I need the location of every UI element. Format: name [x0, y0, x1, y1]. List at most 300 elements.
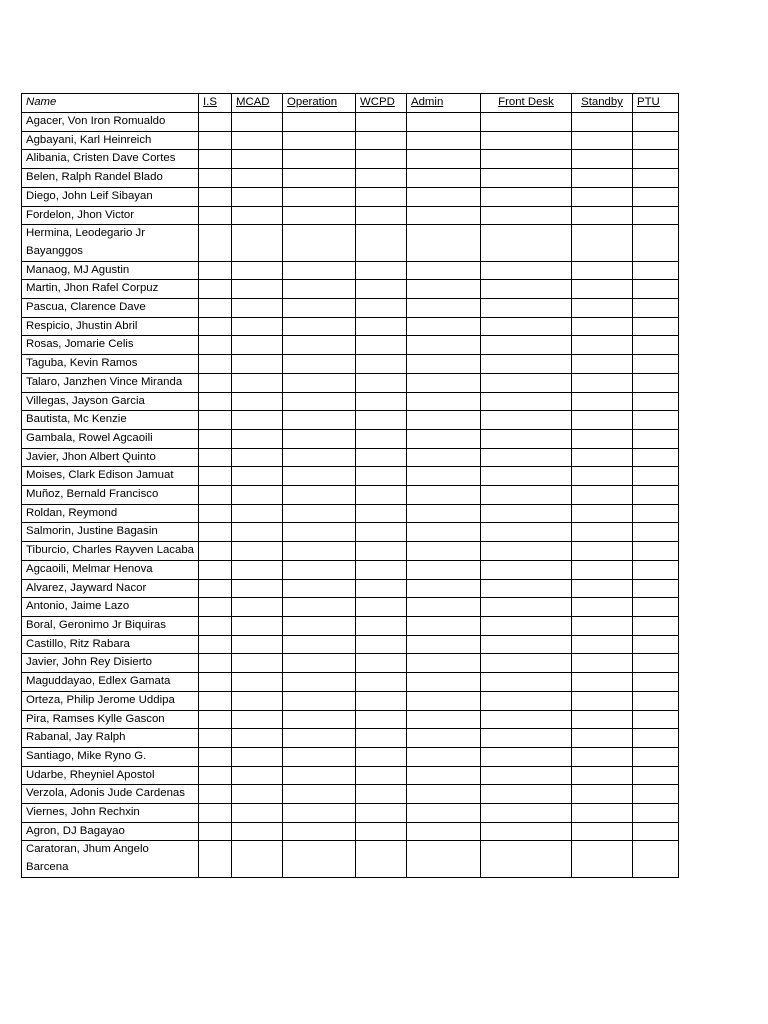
assignment-cell[interactable]	[481, 766, 572, 785]
assignment-cell[interactable]	[633, 131, 679, 150]
assignment-cell[interactable]	[481, 317, 572, 336]
assignment-cell[interactable]	[572, 673, 633, 692]
assignment-cell[interactable]	[481, 579, 572, 598]
assignment-cell[interactable]	[481, 822, 572, 841]
assignment-cell[interactable]	[572, 317, 633, 336]
assignment-cell[interactable]	[407, 841, 481, 877]
assignment-cell[interactable]	[572, 448, 633, 467]
assignment-cell[interactable]	[407, 785, 481, 804]
assignment-cell[interactable]	[232, 804, 283, 823]
assignment-cell[interactable]	[199, 560, 232, 579]
assignment-cell[interactable]	[283, 206, 356, 225]
assignment-cell[interactable]	[633, 467, 679, 486]
assignment-cell[interactable]	[633, 504, 679, 523]
assignment-cell[interactable]	[199, 467, 232, 486]
assignment-cell[interactable]	[481, 523, 572, 542]
assignment-cell[interactable]	[283, 822, 356, 841]
assignment-cell[interactable]	[407, 448, 481, 467]
assignment-cell[interactable]	[407, 429, 481, 448]
assignment-cell[interactable]	[633, 616, 679, 635]
assignment-cell[interactable]	[633, 766, 679, 785]
assignment-cell[interactable]	[572, 486, 633, 505]
assignment-cell[interactable]	[199, 187, 232, 206]
assignment-cell[interactable]	[232, 355, 283, 374]
assignment-cell[interactable]	[232, 448, 283, 467]
assignment-cell[interactable]	[633, 429, 679, 448]
assignment-cell[interactable]	[572, 280, 633, 299]
assignment-cell[interactable]	[633, 654, 679, 673]
assignment-cell[interactable]	[199, 710, 232, 729]
assignment-cell[interactable]	[356, 579, 407, 598]
assignment-cell[interactable]	[407, 598, 481, 617]
assignment-cell[interactable]	[633, 392, 679, 411]
assignment-cell[interactable]	[232, 654, 283, 673]
assignment-cell[interactable]	[572, 299, 633, 318]
assignment-cell[interactable]	[481, 729, 572, 748]
assignment-cell[interactable]	[232, 206, 283, 225]
assignment-cell[interactable]	[633, 150, 679, 169]
assignment-cell[interactable]	[232, 486, 283, 505]
assignment-cell[interactable]	[356, 616, 407, 635]
assignment-cell[interactable]	[407, 804, 481, 823]
assignment-cell[interactable]	[407, 579, 481, 598]
assignment-cell[interactable]	[572, 169, 633, 188]
assignment-cell[interactable]	[199, 523, 232, 542]
assignment-cell[interactable]	[232, 411, 283, 430]
assignment-cell[interactable]	[407, 486, 481, 505]
assignment-cell[interactable]	[633, 169, 679, 188]
assignment-cell[interactable]	[283, 804, 356, 823]
assignment-cell[interactable]	[356, 654, 407, 673]
assignment-cell[interactable]	[199, 261, 232, 280]
assignment-cell[interactable]	[356, 523, 407, 542]
assignment-cell[interactable]	[283, 635, 356, 654]
assignment-cell[interactable]	[407, 523, 481, 542]
assignment-cell[interactable]	[481, 261, 572, 280]
assignment-cell[interactable]	[407, 467, 481, 486]
assignment-cell[interactable]	[481, 691, 572, 710]
assignment-cell[interactable]	[572, 261, 633, 280]
assignment-cell[interactable]	[407, 261, 481, 280]
assignment-cell[interactable]	[199, 841, 232, 877]
assignment-cell[interactable]	[283, 336, 356, 355]
assignment-cell[interactable]	[481, 673, 572, 692]
assignment-cell[interactable]	[232, 729, 283, 748]
assignment-cell[interactable]	[283, 486, 356, 505]
assignment-cell[interactable]	[572, 113, 633, 132]
assignment-cell[interactable]	[481, 206, 572, 225]
assignment-cell[interactable]	[572, 635, 633, 654]
assignment-cell[interactable]	[199, 579, 232, 598]
assignment-cell[interactable]	[356, 785, 407, 804]
assignment-cell[interactable]	[481, 785, 572, 804]
assignment-cell[interactable]	[572, 747, 633, 766]
assignment-cell[interactable]	[232, 785, 283, 804]
assignment-cell[interactable]	[199, 486, 232, 505]
assignment-cell[interactable]	[232, 187, 283, 206]
assignment-cell[interactable]	[572, 616, 633, 635]
assignment-cell[interactable]	[232, 673, 283, 692]
assignment-cell[interactable]	[232, 766, 283, 785]
assignment-cell[interactable]	[356, 336, 407, 355]
assignment-cell[interactable]	[633, 579, 679, 598]
assignment-cell[interactable]	[199, 206, 232, 225]
assignment-cell[interactable]	[283, 729, 356, 748]
assignment-cell[interactable]	[283, 542, 356, 561]
assignment-cell[interactable]	[356, 299, 407, 318]
assignment-cell[interactable]	[407, 355, 481, 374]
assignment-cell[interactable]	[199, 411, 232, 430]
assignment-cell[interactable]	[633, 841, 679, 877]
assignment-cell[interactable]	[481, 225, 572, 261]
assignment-cell[interactable]	[356, 280, 407, 299]
assignment-cell[interactable]	[283, 710, 356, 729]
assignment-cell[interactable]	[481, 486, 572, 505]
assignment-cell[interactable]	[572, 710, 633, 729]
assignment-cell[interactable]	[199, 299, 232, 318]
assignment-cell[interactable]	[481, 616, 572, 635]
assignment-cell[interactable]	[407, 616, 481, 635]
assignment-cell[interactable]	[232, 560, 283, 579]
assignment-cell[interactable]	[199, 355, 232, 374]
assignment-cell[interactable]	[356, 429, 407, 448]
assignment-cell[interactable]	[407, 113, 481, 132]
assignment-cell[interactable]	[407, 373, 481, 392]
assignment-cell[interactable]	[356, 673, 407, 692]
assignment-cell[interactable]	[407, 169, 481, 188]
assignment-cell[interactable]	[407, 392, 481, 411]
assignment-cell[interactable]	[481, 131, 572, 150]
assignment-cell[interactable]	[481, 841, 572, 877]
assignment-cell[interactable]	[481, 187, 572, 206]
assignment-cell[interactable]	[407, 710, 481, 729]
assignment-cell[interactable]	[199, 785, 232, 804]
assignment-cell[interactable]	[481, 336, 572, 355]
assignment-cell[interactable]	[633, 729, 679, 748]
assignment-cell[interactable]	[572, 392, 633, 411]
assignment-cell[interactable]	[199, 280, 232, 299]
assignment-cell[interactable]	[481, 169, 572, 188]
assignment-cell[interactable]	[572, 822, 633, 841]
assignment-cell[interactable]	[633, 804, 679, 823]
assignment-cell[interactable]	[356, 187, 407, 206]
assignment-cell[interactable]	[407, 150, 481, 169]
assignment-cell[interactable]	[633, 691, 679, 710]
assignment-cell[interactable]	[199, 336, 232, 355]
assignment-cell[interactable]	[199, 392, 232, 411]
assignment-cell[interactable]	[283, 150, 356, 169]
assignment-cell[interactable]	[199, 729, 232, 748]
assignment-cell[interactable]	[481, 150, 572, 169]
assignment-cell[interactable]	[232, 373, 283, 392]
assignment-cell[interactable]	[407, 411, 481, 430]
assignment-cell[interactable]	[572, 355, 633, 374]
assignment-cell[interactable]	[356, 804, 407, 823]
assignment-cell[interactable]	[232, 523, 283, 542]
assignment-cell[interactable]	[633, 747, 679, 766]
assignment-cell[interactable]	[481, 504, 572, 523]
assignment-cell[interactable]	[283, 317, 356, 336]
assignment-cell[interactable]	[572, 187, 633, 206]
assignment-cell[interactable]	[199, 317, 232, 336]
assignment-cell[interactable]	[232, 691, 283, 710]
assignment-cell[interactable]	[407, 225, 481, 261]
assignment-cell[interactable]	[283, 766, 356, 785]
assignment-cell[interactable]	[633, 317, 679, 336]
assignment-cell[interactable]	[232, 822, 283, 841]
assignment-cell[interactable]	[572, 804, 633, 823]
assignment-cell[interactable]	[572, 336, 633, 355]
assignment-cell[interactable]	[633, 785, 679, 804]
assignment-cell[interactable]	[232, 598, 283, 617]
assignment-cell[interactable]	[232, 150, 283, 169]
assignment-cell[interactable]	[481, 411, 572, 430]
assignment-cell[interactable]	[199, 225, 232, 261]
assignment-cell[interactable]	[633, 822, 679, 841]
assignment-cell[interactable]	[572, 729, 633, 748]
assignment-cell[interactable]	[283, 373, 356, 392]
assignment-cell[interactable]	[572, 598, 633, 617]
assignment-cell[interactable]	[572, 579, 633, 598]
assignment-cell[interactable]	[283, 280, 356, 299]
assignment-cell[interactable]	[407, 729, 481, 748]
assignment-cell[interactable]	[283, 673, 356, 692]
assignment-cell[interactable]	[283, 467, 356, 486]
assignment-cell[interactable]	[633, 673, 679, 692]
assignment-cell[interactable]	[283, 411, 356, 430]
assignment-cell[interactable]	[232, 299, 283, 318]
assignment-cell[interactable]	[232, 542, 283, 561]
assignment-cell[interactable]	[356, 411, 407, 430]
assignment-cell[interactable]	[283, 131, 356, 150]
assignment-cell[interactable]	[199, 150, 232, 169]
assignment-cell[interactable]	[199, 373, 232, 392]
assignment-cell[interactable]	[283, 504, 356, 523]
assignment-cell[interactable]	[633, 206, 679, 225]
assignment-cell[interactable]	[356, 355, 407, 374]
assignment-cell[interactable]	[572, 429, 633, 448]
assignment-cell[interactable]	[199, 448, 232, 467]
assignment-cell[interactable]	[356, 542, 407, 561]
assignment-cell[interactable]	[283, 448, 356, 467]
assignment-cell[interactable]	[633, 336, 679, 355]
assignment-cell[interactable]	[356, 373, 407, 392]
assignment-cell[interactable]	[572, 560, 633, 579]
assignment-cell[interactable]	[283, 355, 356, 374]
assignment-cell[interactable]	[356, 560, 407, 579]
assignment-cell[interactable]	[283, 113, 356, 132]
assignment-cell[interactable]	[199, 747, 232, 766]
assignment-cell[interactable]	[356, 747, 407, 766]
assignment-cell[interactable]	[283, 579, 356, 598]
assignment-cell[interactable]	[572, 841, 633, 877]
assignment-cell[interactable]	[572, 411, 633, 430]
assignment-cell[interactable]	[356, 598, 407, 617]
assignment-cell[interactable]	[633, 299, 679, 318]
assignment-cell[interactable]	[232, 280, 283, 299]
assignment-cell[interactable]	[633, 411, 679, 430]
assignment-cell[interactable]	[283, 560, 356, 579]
assignment-cell[interactable]	[407, 280, 481, 299]
assignment-cell[interactable]	[407, 131, 481, 150]
assignment-cell[interactable]	[283, 841, 356, 877]
assignment-cell[interactable]	[199, 542, 232, 561]
assignment-cell[interactable]	[633, 225, 679, 261]
assignment-cell[interactable]	[572, 542, 633, 561]
assignment-cell[interactable]	[407, 504, 481, 523]
assignment-cell[interactable]	[283, 225, 356, 261]
assignment-cell[interactable]	[481, 299, 572, 318]
assignment-cell[interactable]	[407, 635, 481, 654]
assignment-cell[interactable]	[572, 523, 633, 542]
assignment-cell[interactable]	[572, 785, 633, 804]
assignment-cell[interactable]	[356, 691, 407, 710]
assignment-cell[interactable]	[633, 710, 679, 729]
assignment-cell[interactable]	[572, 467, 633, 486]
assignment-cell[interactable]	[356, 766, 407, 785]
assignment-cell[interactable]	[232, 616, 283, 635]
assignment-cell[interactable]	[199, 429, 232, 448]
assignment-cell[interactable]	[199, 504, 232, 523]
assignment-cell[interactable]	[407, 560, 481, 579]
assignment-cell[interactable]	[356, 392, 407, 411]
assignment-cell[interactable]	[481, 392, 572, 411]
assignment-cell[interactable]	[481, 598, 572, 617]
assignment-cell[interactable]	[572, 131, 633, 150]
assignment-cell[interactable]	[572, 206, 633, 225]
assignment-cell[interactable]	[407, 747, 481, 766]
assignment-cell[interactable]	[481, 747, 572, 766]
assignment-cell[interactable]	[232, 710, 283, 729]
assignment-cell[interactable]	[481, 355, 572, 374]
assignment-cell[interactable]	[572, 691, 633, 710]
assignment-cell[interactable]	[356, 131, 407, 150]
assignment-cell[interactable]	[356, 486, 407, 505]
assignment-cell[interactable]	[481, 113, 572, 132]
assignment-cell[interactable]	[232, 336, 283, 355]
assignment-cell[interactable]	[407, 299, 481, 318]
assignment-cell[interactable]	[283, 169, 356, 188]
assignment-cell[interactable]	[232, 635, 283, 654]
assignment-cell[interactable]	[199, 131, 232, 150]
assignment-cell[interactable]	[572, 150, 633, 169]
assignment-cell[interactable]	[481, 448, 572, 467]
assignment-cell[interactable]	[199, 616, 232, 635]
assignment-cell[interactable]	[407, 317, 481, 336]
assignment-cell[interactable]	[633, 598, 679, 617]
assignment-cell[interactable]	[633, 635, 679, 654]
assignment-cell[interactable]	[283, 523, 356, 542]
assignment-cell[interactable]	[481, 467, 572, 486]
assignment-cell[interactable]	[633, 486, 679, 505]
assignment-cell[interactable]	[199, 113, 232, 132]
assignment-cell[interactable]	[481, 710, 572, 729]
assignment-cell[interactable]	[481, 542, 572, 561]
assignment-cell[interactable]	[407, 691, 481, 710]
assignment-cell[interactable]	[232, 841, 283, 877]
assignment-cell[interactable]	[633, 448, 679, 467]
assignment-cell[interactable]	[232, 747, 283, 766]
assignment-cell[interactable]	[356, 504, 407, 523]
assignment-cell[interactable]	[407, 187, 481, 206]
assignment-cell[interactable]	[232, 579, 283, 598]
assignment-cell[interactable]	[481, 654, 572, 673]
assignment-cell[interactable]	[356, 729, 407, 748]
assignment-cell[interactable]	[199, 635, 232, 654]
assignment-cell[interactable]	[633, 280, 679, 299]
assignment-cell[interactable]	[572, 654, 633, 673]
assignment-cell[interactable]	[633, 523, 679, 542]
assignment-cell[interactable]	[407, 673, 481, 692]
assignment-cell[interactable]	[572, 766, 633, 785]
assignment-cell[interactable]	[633, 261, 679, 280]
assignment-cell[interactable]	[356, 710, 407, 729]
assignment-cell[interactable]	[283, 392, 356, 411]
assignment-cell[interactable]	[283, 187, 356, 206]
assignment-cell[interactable]	[283, 261, 356, 280]
assignment-cell[interactable]	[283, 691, 356, 710]
assignment-cell[interactable]	[232, 169, 283, 188]
assignment-cell[interactable]	[407, 822, 481, 841]
assignment-cell[interactable]	[407, 654, 481, 673]
assignment-cell[interactable]	[283, 299, 356, 318]
assignment-cell[interactable]	[407, 766, 481, 785]
assignment-cell[interactable]	[232, 392, 283, 411]
assignment-cell[interactable]	[232, 317, 283, 336]
assignment-cell[interactable]	[356, 841, 407, 877]
assignment-cell[interactable]	[199, 804, 232, 823]
assignment-cell[interactable]	[199, 691, 232, 710]
assignment-cell[interactable]	[633, 355, 679, 374]
assignment-cell[interactable]	[356, 225, 407, 261]
assignment-cell[interactable]	[633, 560, 679, 579]
assignment-cell[interactable]	[481, 429, 572, 448]
assignment-cell[interactable]	[481, 560, 572, 579]
assignment-cell[interactable]	[356, 448, 407, 467]
assignment-cell[interactable]	[407, 542, 481, 561]
assignment-cell[interactable]	[232, 225, 283, 261]
assignment-cell[interactable]	[232, 131, 283, 150]
assignment-cell[interactable]	[199, 169, 232, 188]
assignment-cell[interactable]	[572, 225, 633, 261]
assignment-cell[interactable]	[481, 280, 572, 299]
assignment-cell[interactable]	[232, 113, 283, 132]
assignment-cell[interactable]	[356, 317, 407, 336]
assignment-cell[interactable]	[232, 261, 283, 280]
assignment-cell[interactable]	[283, 747, 356, 766]
assignment-cell[interactable]	[572, 504, 633, 523]
assignment-cell[interactable]	[481, 635, 572, 654]
assignment-cell[interactable]	[356, 467, 407, 486]
assignment-cell[interactable]	[283, 785, 356, 804]
assignment-cell[interactable]	[283, 654, 356, 673]
assignment-cell[interactable]	[633, 542, 679, 561]
assignment-cell[interactable]	[633, 187, 679, 206]
assignment-cell[interactable]	[199, 822, 232, 841]
assignment-cell[interactable]	[356, 261, 407, 280]
assignment-cell[interactable]	[283, 616, 356, 635]
assignment-cell[interactable]	[572, 373, 633, 392]
assignment-cell[interactable]	[633, 113, 679, 132]
assignment-cell[interactable]	[199, 673, 232, 692]
assignment-cell[interactable]	[407, 336, 481, 355]
assignment-cell[interactable]	[232, 504, 283, 523]
assignment-cell[interactable]	[199, 654, 232, 673]
assignment-cell[interactable]	[356, 150, 407, 169]
assignment-cell[interactable]	[481, 373, 572, 392]
assignment-cell[interactable]	[356, 169, 407, 188]
assignment-cell[interactable]	[199, 766, 232, 785]
